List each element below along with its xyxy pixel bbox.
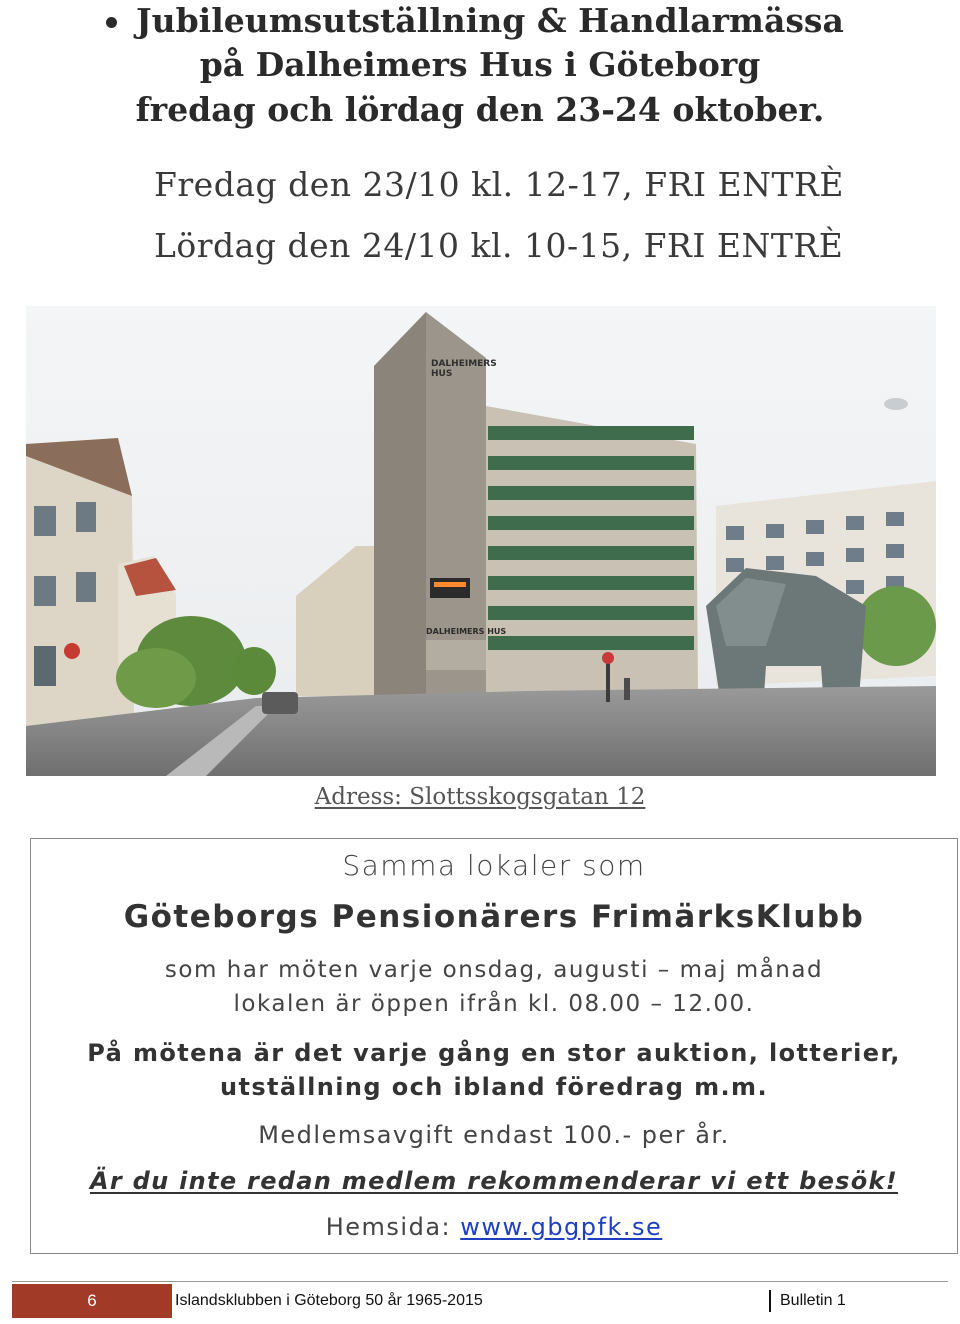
- opening-hours-text: lokalen är öppen ifrån kl. 08.00 – 12.00.: [233, 991, 755, 1017]
- building-sign-top: DALHEIMERS: [431, 359, 497, 369]
- heading-line-1: Jubileumsutställning & Handlarmässa: [136, 1, 844, 40]
- website-row: [31, 1213, 957, 1241]
- meetings-text: som har möten varje onsdag, augusti – maj månad: [164, 957, 824, 983]
- activities-text-1: På mötena är det varje gång en stor auktion, lotterier,: [87, 1039, 901, 1067]
- saturday-hours: Lördag den 24/10 kl. 10-15, FRI ENTRÈ: [154, 226, 844, 265]
- bullet-icon: [106, 17, 117, 28]
- address-text: Adress: Slottsskogsgatan 12: [314, 784, 646, 810]
- club-name: Göteborgs Pensionärers FrimärksKlubb: [123, 899, 865, 935]
- page-footer: [12, 1284, 948, 1318]
- activities-text-2: utställning och ibland föredrag m.m.: [220, 1073, 768, 1101]
- heading-line-2: på Dalheimers Hus i Göteborg: [199, 45, 761, 84]
- address: [0, 784, 960, 810]
- heading-line-3: fredag och lördag den 23-24 oktober.: [135, 90, 825, 129]
- building-sign-entrance: DALHEIMERS HUS: [426, 627, 507, 636]
- page-number: 6: [12, 1284, 172, 1318]
- same-premises-text: Samma lokaler som: [342, 849, 646, 882]
- website-label: Hemsida:: [325, 1213, 461, 1241]
- website-link[interactable]: www.gbgpfk.se: [460, 1213, 663, 1241]
- membership-fee-text: Medlemsavgift endast 100.- per år.: [258, 1121, 730, 1149]
- bulletin-label: Bulletin 1: [780, 1292, 846, 1309]
- recommendation-text: Är du inte redan medlem rekommenderar vi ett besök!: [89, 1167, 899, 1195]
- publication-title: Islandsklubben i Göteborg 50 år 1965-2015: [175, 1292, 483, 1309]
- footer-separator: [769, 1290, 771, 1312]
- friday-hours: Fredag den 23/10 kl. 12-17, FRI ENTRÈ: [154, 165, 844, 204]
- club-info-box: [30, 838, 958, 1254]
- svg-text:HUS: HUS: [431, 369, 453, 379]
- footer-divider: [12, 1281, 948, 1282]
- building-photo: [26, 306, 936, 776]
